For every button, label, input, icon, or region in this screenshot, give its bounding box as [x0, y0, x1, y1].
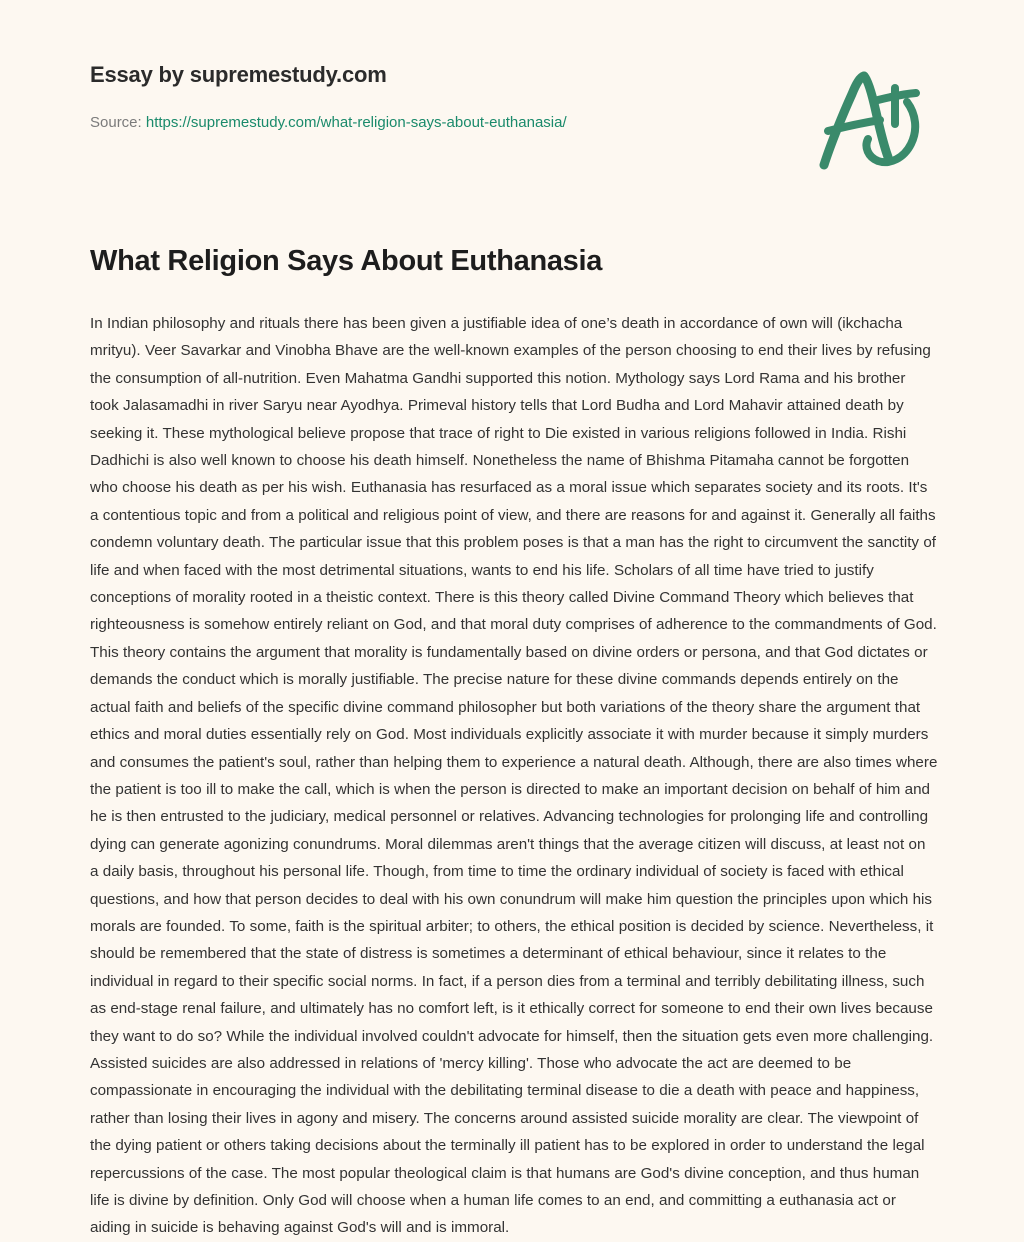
essay-paragraph: In Indian philosophy and rituals there has been given a justifiable idea of one’s death in accordance of own will (ikchacha mrityu). Veer Savarkar and Vinobha Bhave are the well-known examples of the person choosing to end their lives by refusing the consumption of all-nutrition. Even Mahatma Gandhi supported this notion. Mythology says Lord Rama and his brother took Jalasamadhi in river Saryu near Ayodhya. Primeval history tells that Lord Budha and Lord Mahavir attained death by seeking it. These mythological believe propose that trace of right to Die existed in various religions followed in India. Rishi Dadhichi is also well known to choose his death himself. Nonetheless the name of Bhishma Pitamaha cannot be forgotten who choose his death as per his wish. Euthanasia has resurfaced as a moral issue which separates society and its roots. It's a contentious topic and from a political and religious point of view, and there are reasons for and against it. Generally all faiths condemn voluntary death. The particular issue that this problem poses is that a man has the right to circumvent the sanctity of life and when faced with the most detrimental situations, wants to end his life. Scholars of all time have tried to justify conceptions of morality rooted in a theistic context. There is this theory called Divine Command Theory which believes that righteousness is somehow entirely reliant on God, and that moral duty comprises of adherence to the commandments of God. This theory contains the argument that morality is fundamentally based on divine orders or persona, and that God dictates or demands the conduct which is morally justifiable. The precise nature for these divine commands depends entirely on the actual faith and beliefs of the specific divine command philosopher but both variations of the theory share the argument that ethics and moral duties essentially rely on God. Most individuals explicitly associate it with murder because it simply murders and consumes the patient's soul, rather than helping them to experience a natural death. Although, there are also times where the patient is too ill to make the call, which is when the person is directed to make an important decision on behalf of him and he is then entrusted to the judiciary, medical personnel or relatives. Advancing technologies for prolonging life and controlling dying can generate agonizing conundrums. Moral dilemmas aren't things that the average citizen will discuss, at least not on a daily basis, throughout his personal life. Though, from time to time the ordinary individual of society is faced with ethical questions, and how that person decides to deal with his own conundrum will make him question the principles upon which his morals are founded. To some, faith is the spiritual arbiter; to others, the ethical position is decided by science. Nevertheless, it should be remembered that the state of distress is sometimes a determinant of ethical behaviour, since it relates to the individual in regard to their specific social norms. In fact, if a person dies from a terminal and terribly debilitating illness, such as end-stage renal failure, and ultimately has no comfort left, is it ethically correct for someone to end their own lives because they want to do so? While the individual involved couldn't advocate for himself, then the situation gets even more challenging. Assisted suicides are also addressed in relations of 'mercy killing'. Those who advocate the act are deemed to be compassionate in encouraging the individual with the debilitating terminal disease to die a death with peace and happiness, rather than losing their lives in agony and misery. The concerns around assisted suicide morality are clear. The viewpoint of the dying patient or others taking decisions about the terminally ill patient has to be explored in order to understand the legal repercussions of the case. The most popular theological claim is that humans are God's divine conception, and thus human life is divine by definition. Only God will choose when a human life comes to an end, and committing a euthanasia act or aiding in suicide is behaving against God's will and is immoral.	[90, 315, 938, 1237]
page-title: What Religion Says About Euthanasia	[90, 245, 603, 277]
a-plus-logo	[806, 62, 936, 182]
essay-body	[90, 310, 938, 1242]
a-plus-logo-icon	[806, 62, 936, 182]
source-label: Source:	[90, 114, 142, 131]
brand-byline: Essay by supremestudy.com	[90, 62, 387, 87]
source-link[interactable]: https://supremestudy.com/what-religion-says-about-euthanasia/	[145, 114, 567, 131]
